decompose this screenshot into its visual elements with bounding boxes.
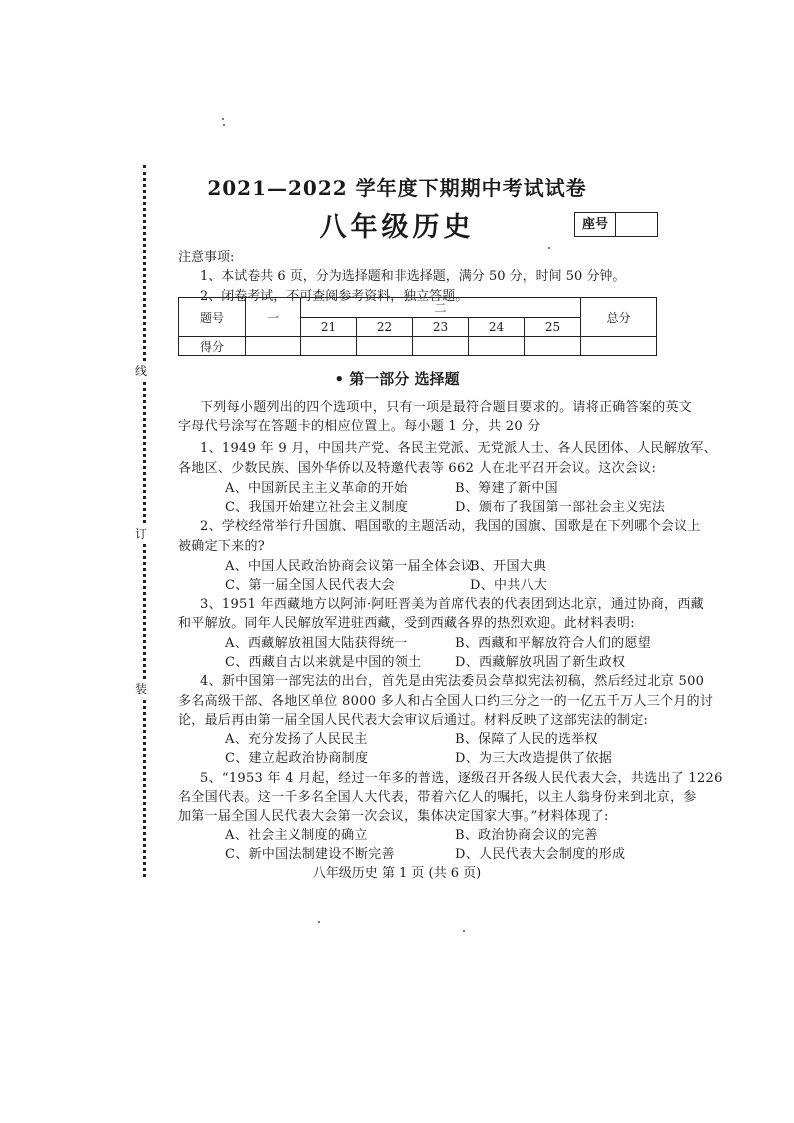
question-stem: 名全国代表。这一千多名全国人大代表，带着六亿人的嘱托，以主人翁身份来到北京，参: [178, 790, 697, 805]
binding-label-xian: 线: [135, 364, 148, 378]
option-a: A、社会主义制度的确立: [225, 828, 368, 843]
score-cell[interactable]: [581, 337, 657, 356]
question-stem: 论，最后再由第一届全国人民代表大会审议后通过。材料反映了这部宪法的制定:: [178, 713, 649, 728]
subject-title: 八年级历史: [319, 212, 475, 243]
seat-label: 座号: [575, 213, 616, 236]
scan-speck: [463, 930, 465, 932]
score-table-header-total: 总分: [581, 298, 657, 337]
exam-title: 2021—2022 学年度下期期中考试试卷: [207, 176, 587, 200]
option-b: B、保障了人民的选举权: [455, 732, 598, 747]
option-d: D、为三大改造提供了依据: [455, 751, 613, 766]
question-stem: 2、学校经常举行升国旗、唱国歌的主题活动，我国的国旗、国歌是在下列哪个会议上: [200, 519, 701, 534]
score-cell[interactable]: [469, 337, 525, 356]
option-b: B、政治协商会议的完善: [455, 828, 598, 843]
score-table-header-part2: 二: [301, 298, 581, 318]
option-c: C、第一届全国人民代表大会: [225, 578, 395, 593]
score-cell[interactable]: [413, 337, 469, 356]
score-table-subcol: 22: [357, 317, 413, 337]
option-a: A、西藏解放祖国大陆获得统一: [225, 636, 408, 651]
seat-number-field[interactable]: [616, 213, 657, 236]
score-table-subcol: 23: [413, 317, 469, 337]
section-intro: 下列每小题列出的四个选项中，只有一项是最符合题目要求的。请将正确答案的英文: [200, 400, 693, 415]
option-b: B、西藏和平解放符合人们的愿望: [455, 636, 652, 651]
notice-item-1: 1、本试卷共 6 页，分为选择题和非选择题，满分 50 分，时间 50 分钟。: [200, 269, 626, 284]
question-stem: 和平解放。同年人民解放军进驻西藏，受到西藏各界的热烈欢迎。此材料表明:: [178, 616, 635, 631]
option-c: C、我国开始建立社会主义制度: [225, 500, 409, 515]
option-d: D、西藏解放巩固了新生政权: [455, 655, 626, 670]
question-stem: 加第一届全国人民代表大会第一次会议，集体决定国家大事。”材料体现了:: [178, 809, 609, 824]
score-cell[interactable]: [301, 337, 357, 356]
score-table: [178, 297, 657, 356]
question-stem: 被确定下来的?: [178, 539, 266, 554]
score-table-subcol: 25: [525, 317, 581, 337]
score-cell[interactable]: [357, 337, 413, 356]
option-a: A、中国人民政治协商会议第一届全体会议: [225, 559, 475, 574]
score-table-header-tihao: 题号: [179, 298, 246, 337]
page-footer: 八年级历史 第 1 页 (共 6 页): [312, 866, 482, 881]
binding-label-ding: 订: [135, 527, 148, 541]
scan-speck: [548, 247, 550, 249]
score-table-row-label: 得分: [179, 337, 246, 356]
question-stem: 3、1951 年西藏地方以阿沛·阿旺晋美为首席代表的代表团到达北京，通过协商，西藏: [200, 597, 704, 612]
option-d: D、人民代表大会制度的形成: [455, 847, 626, 862]
question-stem: 4、新中国第一部宪法的出台，首先是由宪法委员会草拟宪法初稿，然后经过北京 500: [200, 674, 705, 689]
question-stem: 各地区、少数民族、国外华侨以及特邀代表等 662 人在北平召开会议。这次会议:: [178, 461, 657, 476]
question-stem: 1、1949 年 9 月，中国共产党、各民主党派、无党派人士、各人民团体、人民解放军、: [200, 441, 717, 456]
binding-label-zhuang: 装: [135, 682, 148, 696]
score-table-subcol: 24: [469, 317, 525, 337]
scan-speck: [222, 118, 224, 120]
option-c: C、西藏自古以来就是中国的领土: [225, 655, 422, 670]
scan-speck: [318, 921, 320, 923]
notice-item-2: 2、闭卷考试，不可查阅参考资料，独立答题。: [200, 289, 469, 304]
option-c: C、建立起政治协商制度: [225, 751, 369, 766]
option-a: A、充分发扬了人民民主: [225, 732, 368, 747]
seat-number-box: [574, 212, 658, 237]
option-a: A、中国新民主主义革命的开始: [225, 481, 408, 496]
score-cell[interactable]: [246, 337, 301, 356]
notice-heading: 注意事项:: [178, 250, 235, 265]
question-stem: 多名高级干部、各地区单位 8000 多人和占全国人口约三分之一的一亿五千万人三个月的讨: [178, 694, 714, 709]
option-c: C、新中国法制建设不断完善: [225, 847, 395, 862]
section-title: • 第一部分 选择题: [334, 370, 460, 388]
binding-dotted-line: [143, 165, 146, 877]
score-table-subcol: 21: [301, 317, 357, 337]
question-stem: 5、“1953 年 4 月起，经过一年多的普选，逐级召开各级人民代表大会，共选出了 1226: [200, 771, 723, 786]
option-d: D、颁布了我国第一部社会主义宪法: [455, 500, 666, 515]
option-b: B、筹建了新中国: [455, 481, 558, 496]
option-b: B、开国大典: [470, 559, 547, 574]
section-intro: 字母代号涂写在答题卡的相应位置上。每小题 1 分，共 20 分: [178, 419, 541, 434]
score-table-header-part1: 一: [246, 298, 301, 337]
score-cell[interactable]: [525, 337, 581, 356]
scan-speck: [223, 124, 225, 126]
option-d: D、中共八大: [470, 578, 548, 593]
